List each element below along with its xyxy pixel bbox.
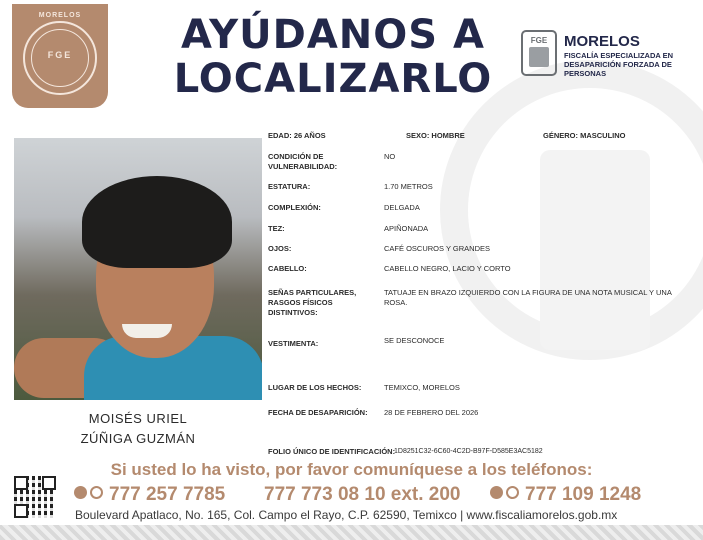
vulnerability-label: CONDICIÓN DE VULNERABILIDAD:	[268, 152, 338, 171]
org-subtitle: FISCALÍA ESPECIALIZADA EN DESAPARICIÓN FORZADA DE PERSONAS	[564, 51, 674, 78]
place-value: TEMIXCO, MORELOS	[384, 383, 460, 392]
date-label: FECHA DE DESAPARICIÓN:	[268, 408, 368, 417]
person-photo	[14, 138, 262, 400]
hair-label: CABELLO:	[268, 264, 307, 273]
folio-label: FOLIO ÚNICO DE IDENTIFICACIÓN:	[268, 447, 396, 456]
place-label: LUGAR DE LOS HECHOS:	[268, 383, 362, 392]
org-name: MORELOS	[564, 33, 640, 50]
person-name-line-1: MOISÉS URIEL	[88, 411, 188, 426]
age-field: EDAD: 26 AÑOS	[268, 131, 326, 140]
build-label: COMPLEXIÓN:	[268, 203, 321, 212]
phone-number-3[interactable]: 777 109 1248	[525, 484, 642, 505]
marks-value: TATUAJE EN BRAZO IZQUIERDO CON LA FIGURA DE UNA NOTA MUSICAL Y UNA ROSA.	[384, 288, 672, 307]
eyes-value: CAFÉ OSCUROS Y GRANDES	[384, 244, 490, 253]
whatsapp-icon	[506, 486, 519, 499]
date-value: 28 DE FEBRERO DEL 2026	[384, 408, 479, 417]
phone-number-1[interactable]: 777 257 7785	[109, 484, 226, 505]
shield-icon	[529, 47, 549, 67]
bottom-pattern-band	[0, 525, 703, 540]
height-value: 1.70 METROS	[384, 182, 433, 191]
skin-value: APIÑONADA	[384, 224, 429, 233]
seal-center-text: FGE	[47, 50, 73, 60]
clothing-value: SE DESCONOCE	[384, 336, 445, 345]
logo-text: FGE	[530, 36, 548, 45]
title-line-2: LOCALIZARLO	[173, 56, 493, 102]
phone-icon	[74, 486, 87, 499]
clothing-label: VESTIMENTA:	[268, 339, 319, 348]
marks-label: SEÑAS PARTICULARES, RASGOS FÍSICOS DISTINTIVOS:	[268, 288, 357, 317]
fge-seal-logo	[12, 4, 108, 108]
fge-shield-logo	[521, 30, 557, 76]
person-name-line-2: ZÚÑIGA GUZMÁN	[80, 431, 196, 446]
title-line-1: AYÚDANOS A	[181, 12, 485, 58]
watermark-shield	[540, 150, 650, 350]
qr-code[interactable]	[14, 476, 56, 518]
skin-label: TEZ:	[268, 224, 285, 233]
hair-value: CABELLO NEGRO, LACIO Y CORTO	[384, 264, 511, 273]
folio-value: 1D8251C32-6C60-4C2D-B97F-D585E3AC5182	[394, 448, 543, 455]
sex-field: SEXO: HOMBRE	[406, 131, 465, 140]
build-value: DELGADA	[384, 203, 420, 212]
seal-top-text: MORELOS	[38, 12, 82, 19]
call-to-action: Si usted lo ha visto, por favor comuníquese a los teléfonos:	[110, 460, 593, 479]
height-label: ESTATURA:	[268, 182, 311, 191]
eyes-label: OJOS:	[268, 244, 292, 253]
phone-icon	[490, 486, 503, 499]
vulnerability-value: NO	[384, 152, 396, 161]
phone-number-2[interactable]: 777 773 08 10 ext. 200	[264, 484, 461, 505]
address-and-website: Boulevard Apatlaco, No. 165, Col. Campo el Rayo, C.P. 62590, Temixco | www.fiscaliamorelos.gob.mx	[75, 508, 618, 522]
gender-field: GÉNERO: MASCULINO	[543, 131, 626, 140]
whatsapp-icon	[90, 486, 103, 499]
